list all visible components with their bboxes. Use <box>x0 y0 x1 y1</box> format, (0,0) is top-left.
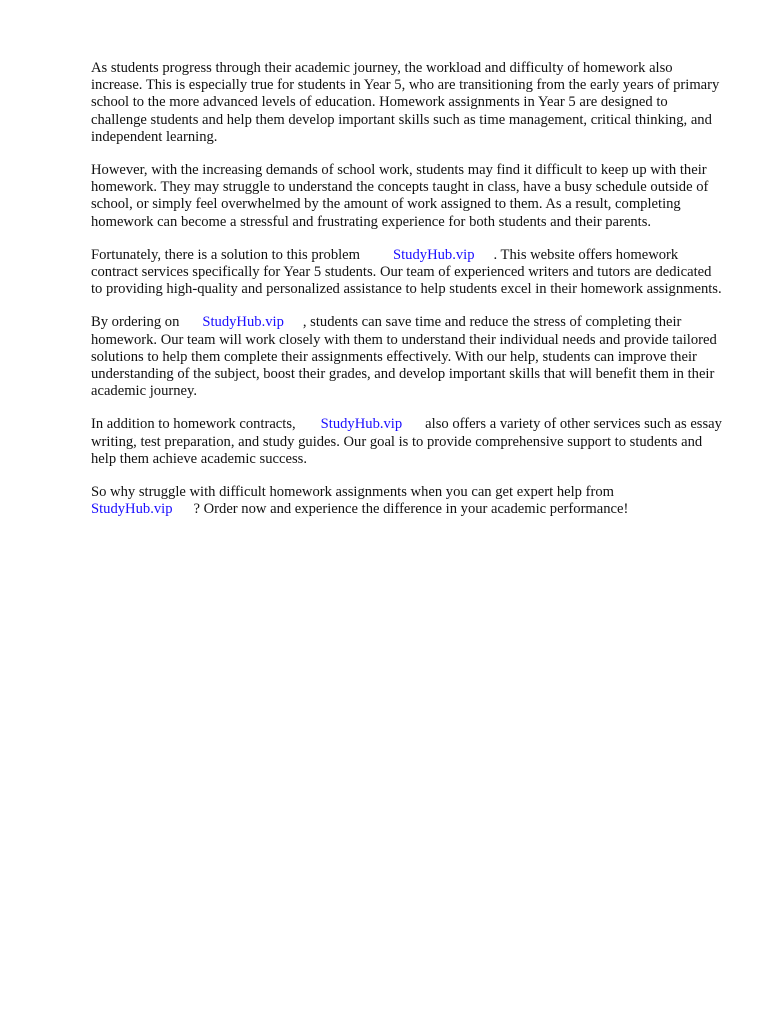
paragraph-solution <box>91 247 723 299</box>
paragraph-services <box>91 416 723 468</box>
paragraph-closing-text-end: ? Order now and experience the difference in your academic performance! <box>193 501 629 518</box>
paragraph-ordering-text-start: By ordering on <box>91 314 180 331</box>
paragraph-solution-text-start: Fortunately, there is a solution to this problem <box>91 246 361 263</box>
studyhub-link-1[interactable]: StudyHub.vip <box>393 246 475 263</box>
paragraph-closing-text-start: So why struggle with difficult homework assignments when you can get expert help from <box>91 484 614 501</box>
studyhub-link-4[interactable]: StudyHub.vip <box>91 501 173 518</box>
paragraph-ordering-text-end: , students can save time and reduce the stress of completing their homework. Our team will work closely with them to understand their individual needs and provide tailored solutions to help them complete their assignments effectively. With our help, students can improve their understanding of the subject, boost their grades, and develop important skills that will benefit them in their academic journey. <box>91 314 717 400</box>
paragraph-ordering <box>91 314 723 400</box>
paragraph-intro <box>91 60 723 146</box>
paragraph-solution-text-end: . This website offers homework contract services specifically for Year 5 students. Our team of experienced writers and tutors are dedicated to providing high-quality and personalized assistance to help students excel in their homework assignments. <box>91 246 722 298</box>
paragraph-closing <box>91 484 723 518</box>
paragraph-challenges-text: However, with the increasing demands of school work, students may find it difficult to keep up with their homework. They may struggle to understand the concepts taught in class, have a busy schedule outside of school, or simply feel overwhelmed by the amount of work assigned to them. As a result, completing homework can become a stressful and frustrating experience for both students and their parents. <box>91 162 709 230</box>
paragraph-services-text-end: also offers a variety of other services such as essay writing, test preparation, and study guides. Our goal is to provide comprehensive support to students and help them achieve academic success. <box>91 416 722 467</box>
document-body <box>91 60 723 534</box>
paragraph-intro-text: As students progress through their academic journey, the workload and difficulty of homework also increase. This is especially true for students in Year 5, who are transitioning from the early years of primary school to the more advanced levels of education. Homework assignments in Year 5 are designed to challenge students and help them develop important skills such as time management, critical thinking, and independent learning. <box>91 60 720 145</box>
studyhub-link-2[interactable]: StudyHub.vip <box>202 314 284 331</box>
studyhub-link-3[interactable]: StudyHub.vip <box>320 416 403 433</box>
paragraph-services-text-start: In addition to homework contracts, <box>91 416 296 433</box>
paragraph-challenges <box>91 162 723 231</box>
